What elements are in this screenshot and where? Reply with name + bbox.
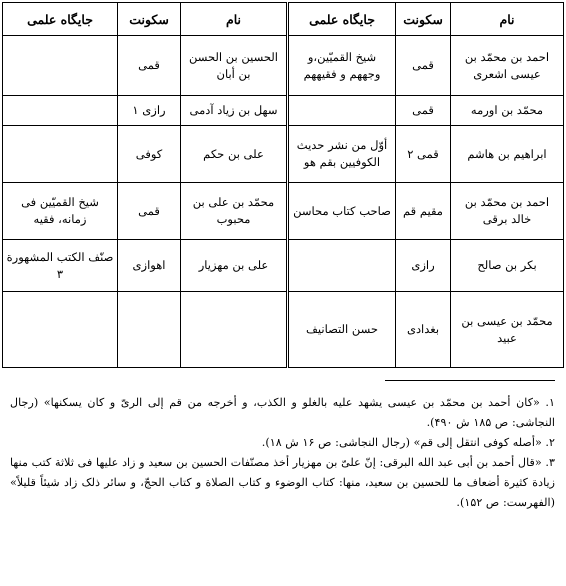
narrators-table (2, 2, 564, 368)
cell-origin: بغدادی (396, 292, 451, 368)
cell-name (181, 292, 288, 368)
cell-status (3, 292, 118, 368)
footnote-1: ۱. «کان أحمد بن محمّد بن عیسی یشهد علیه بالغلو و الکذب، و أخرجه من قم إلی الریّ و کان یسکنها» (رجال النجاشی: ص ۱۸۵ ش ۴۹۰). (10, 396, 555, 429)
cell-name: محمّد بن اورمه (451, 96, 564, 126)
cell-name: بکر بن صالح (451, 240, 564, 292)
cell-origin (118, 292, 181, 368)
table-row (3, 240, 564, 292)
cell-origin: قمی ۲ (396, 126, 451, 183)
cell-status: حسن التصانیف (288, 292, 396, 368)
table-row (3, 96, 564, 126)
cell-name: علی بن مهزیار (181, 240, 288, 292)
cell-name: سهل بن زیاد آدمی (181, 96, 288, 126)
header-status-left: جایگاه علمی (3, 3, 118, 36)
cell-origin: مقیم قم (396, 183, 451, 240)
cell-name: احمد بن محمّد بن عیسی اشعری (451, 36, 564, 96)
table-row (3, 183, 564, 240)
table-row (3, 292, 564, 368)
cell-status: صاحب کتاب محاسن (288, 183, 396, 240)
cell-origin: رازی (396, 240, 451, 292)
cell-status: شیخ القمیّین،و وجههم و فقیههم (288, 36, 396, 96)
cell-status (3, 126, 118, 183)
footnote-2: ۲. «أصله کوفی انتقل إلی قم» (رجال النجاشی: ص ۱۶ ش ۱۸). (261, 436, 555, 449)
footnote-separator (385, 380, 555, 381)
table-row (3, 36, 564, 96)
cell-name: محمّد بن علی بن محبوب (181, 183, 288, 240)
header-name-right: نام (451, 3, 564, 36)
cell-status (288, 240, 396, 292)
cell-origin: قمی (396, 36, 451, 96)
cell-origin: اهوازی (118, 240, 181, 292)
header-status-right: جایگاه علمی (288, 3, 396, 36)
cell-origin: قمی (118, 36, 181, 96)
cell-name: الحسین بن الحسن بن أبان (181, 36, 288, 96)
cell-name: علی بن حکم (181, 126, 288, 183)
cell-status (3, 36, 118, 96)
table-row (3, 126, 564, 183)
header-origin-left: سکونت (118, 3, 181, 36)
cell-name: احمد بن محمّد بن خالد برقی (451, 183, 564, 240)
cell-status (3, 96, 118, 126)
cell-status: أوّل من نشر حدیث الکوفیین بقم هو (288, 126, 396, 183)
cell-origin: کوفی (118, 126, 181, 183)
header-origin-right: سکونت (396, 3, 451, 36)
cell-origin: رازی ۱ (118, 96, 181, 126)
header-name-left: نام (181, 3, 288, 36)
table-header-row (3, 3, 564, 36)
cell-status: صنّف الکتب المشهورة ۳ (3, 240, 118, 292)
cell-name: ابراهیم بن هاشم (451, 126, 564, 183)
footnotes (10, 380, 555, 513)
footnote-3: ۳. «قال أحمد بن أبی عبد الله البرقی: إنّ علیّ بن مهزیار أخذ مصنّفات الحسین بن سعید و زاد علیها فی ثلاثة کتب منها زیادة کثیرة أضعاف ما للحسین بن سعید، منها: کتاب الوضوء و کتاب الصلاة و کتاب الحجّ، و سائر ذلک زاد شیئاً قلیلاً» (الفهرست: ص ۱۵۲). (10, 456, 555, 509)
cell-origin: قمی (118, 183, 181, 240)
cell-origin: قمی (396, 96, 451, 126)
cell-status: شیخ القمیّین فی زمانه، فقیه (3, 183, 118, 240)
cell-status (288, 96, 396, 126)
cell-name: محمّد بن عیسی بن عبید (451, 292, 564, 368)
